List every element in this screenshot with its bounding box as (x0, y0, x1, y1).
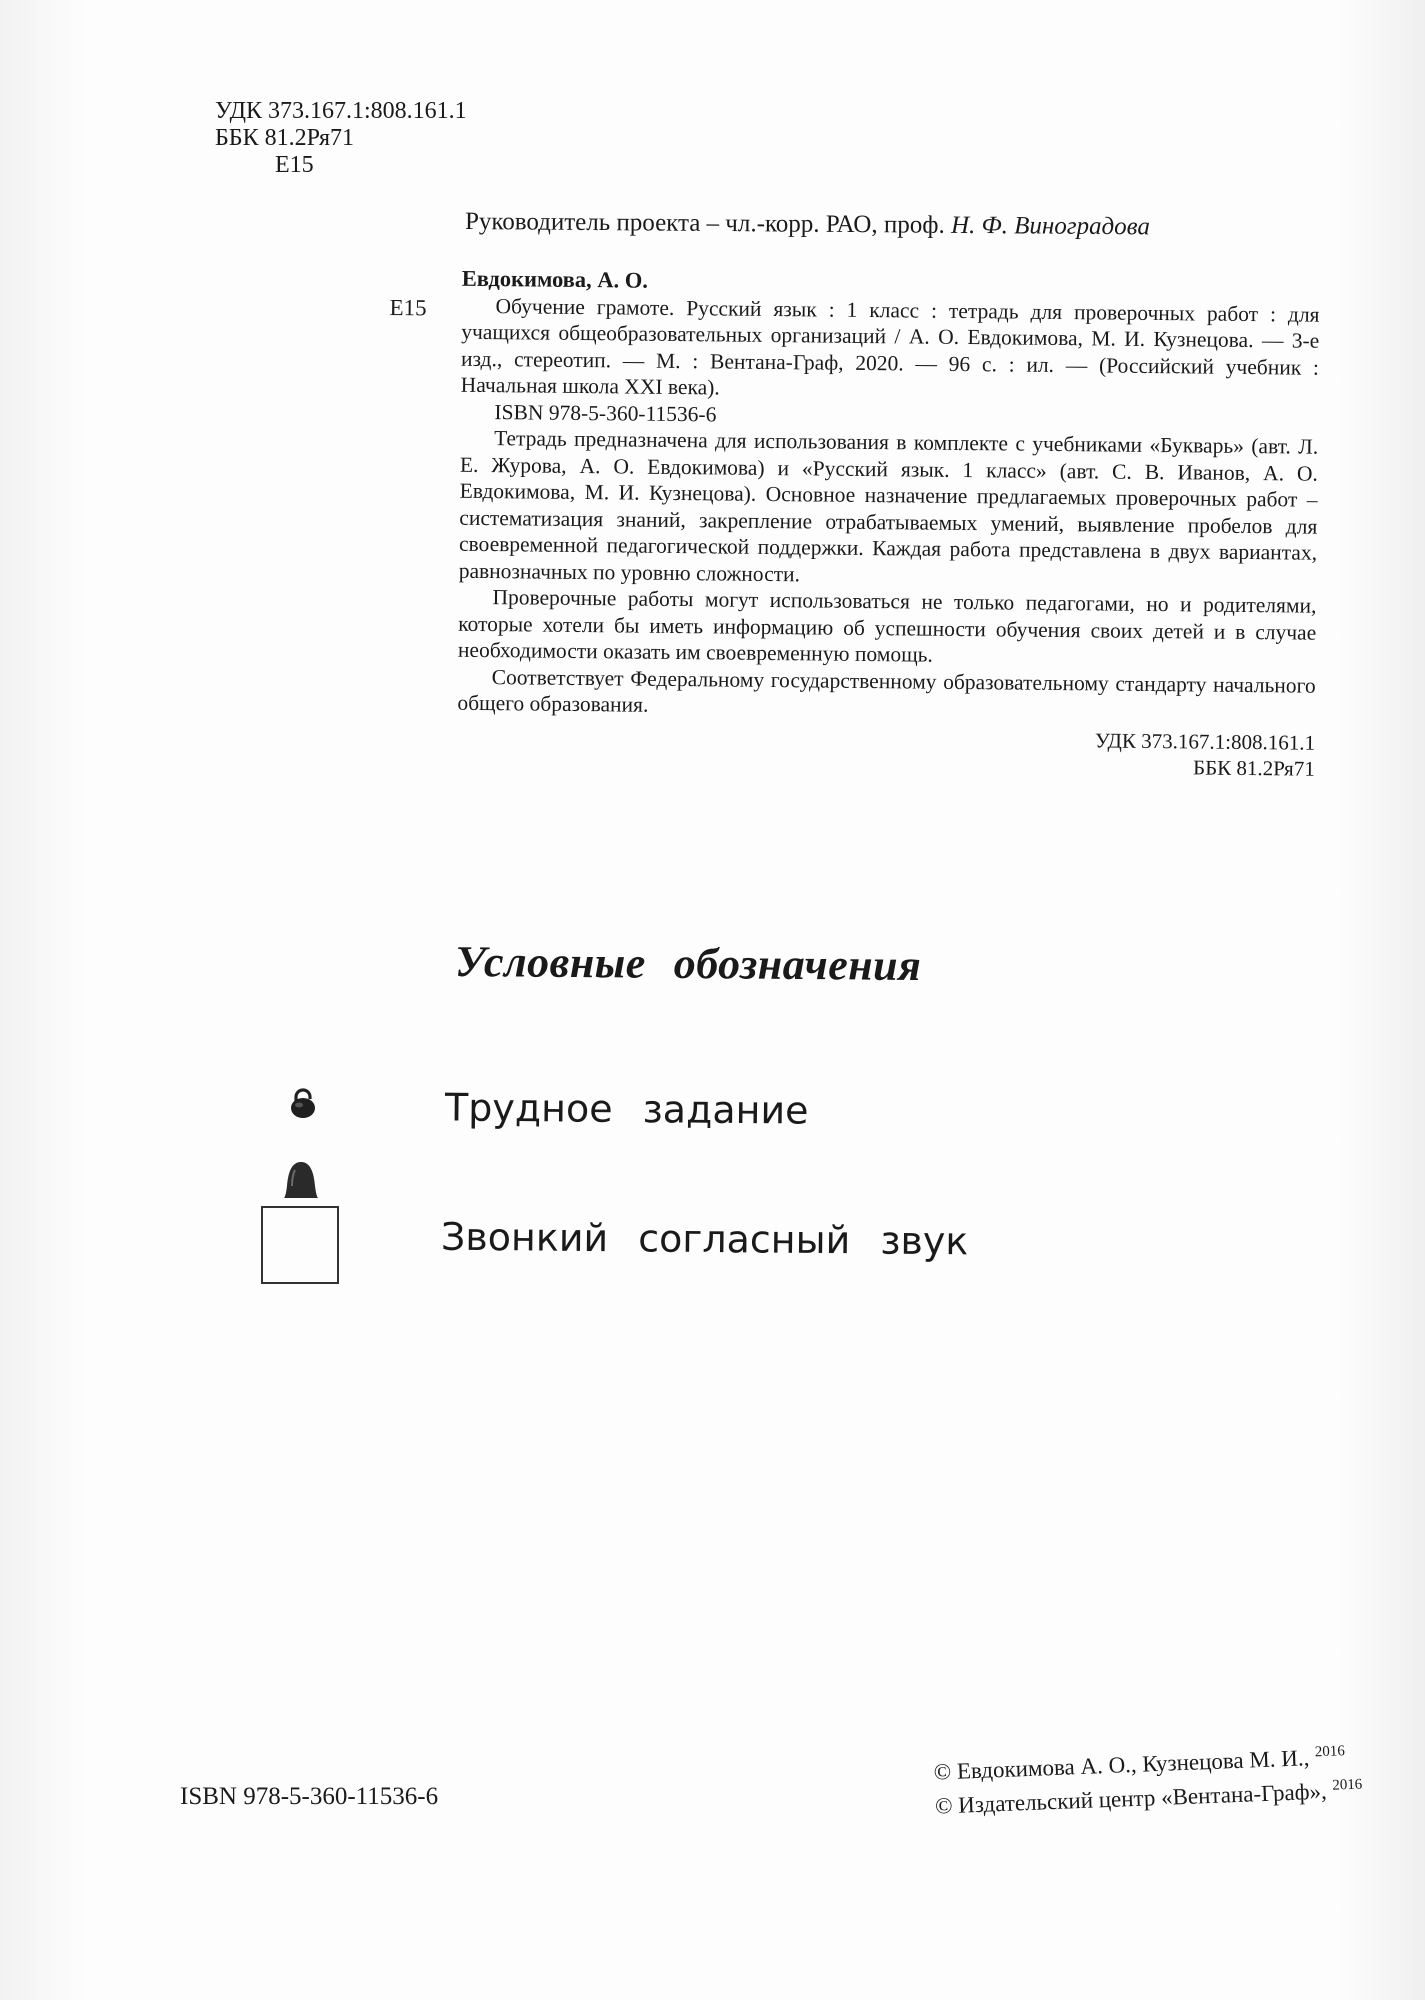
isbn-footer: ISBN 978-5-360-11536-6 (180, 1783, 439, 1810)
legend-title-word-1: Условные (454, 936, 647, 988)
project-head-line (465, 208, 1150, 241)
legend-hard-task-word-1: Трудное (444, 1085, 613, 1131)
biblio-annotation-2: Проверочные работы могут использоваться не только педагогами, но и родителями, которые хотели бы иметь информацию об успешности обучения своих детей и в случае необходимости оказать им своевременную помощь. (457, 585, 1317, 667)
biblio-author-index: Е15 (389, 294, 427, 321)
legend-voiced-word-3: звук (880, 1218, 969, 1264)
copyright-authors-year: 2016 (1314, 1743, 1346, 1761)
classification-codes-top (215, 98, 467, 179)
legend-title (455, 936, 922, 991)
author-index: Е15 (275, 152, 314, 178)
copyright-publisher-text: © Издательский центр «Вентана-Граф», (934, 1778, 1328, 1819)
project-head-label: Руководитель проекта – чл.-корр. РАО, проф. (464, 208, 945, 239)
biblio-author: Евдокимова, А. О. (461, 265, 649, 293)
bibliographic-record (385, 265, 1320, 782)
copyright-publisher-year: 2016 (1331, 1776, 1363, 1794)
sound-scheme-box (261, 1206, 339, 1284)
biblio-isbn: ISBN 978-5-360-11536-6 (494, 399, 717, 426)
udk-code-right: УДК 373.167.1:808.161.1 (1094, 727, 1316, 755)
legend-title-word-2: обозначения (673, 938, 922, 991)
udk-code: УДК 373.167.1:808.161.1 (215, 98, 467, 124)
show-through-shadow (230, 430, 245, 499)
legend-voiced-word-2: согласный (638, 1216, 851, 1263)
legend-voiced-consonant (441, 1215, 969, 1264)
classification-codes-right (457, 720, 1316, 782)
biblio-description: Обучение грамоте. Русский язык : 1 класс : тетрадь для проверочных работ : для учащихся общеобразовательных организаций / А. О. Евдокимова, М. И. Кузнецова. — 3-е изд., стереотип. — М. : Вентана-Граф, 2020. — 96 с. : ил. — (Российский учебник : Начальная школа XXI века). (460, 293, 1320, 400)
legend-hard-task-word-2: задание (642, 1087, 809, 1133)
lock-icon (287, 1087, 319, 1119)
biblio-annotation-1: Тетрадь предназначена для использования в комплекте с учебниками «Букварь» (авт. Л. Е. Журова, А. О. Евдокимова) и «Русский язык. 1 класс» (авт. С. В. Иванов, А. О. Евдокимова, М. И. Кузнецова). Основное назначение предлагаемых проверочных работ – систематизация знаний, закрепление отрабатываемых умений, выявление пробелов для своевременной педагогической поддержки. Каждая работа представлена в двух вариантах, равнозначных по уровню сложности. (458, 426, 1319, 586)
project-head-name: Н. Ф. Виноградова (950, 211, 1151, 241)
bell-icon (283, 1160, 319, 1200)
legend-hard-task (445, 1085, 809, 1132)
legend-voiced-word-1: Звонкий (440, 1214, 609, 1261)
copyright-block (933, 1737, 1363, 1821)
biblio-annotation-3: Соответствует Федеральному государственному образовательному стандарту начального общего образования. (457, 664, 1316, 717)
bbk-code: ББК 81.2Ря71 (215, 125, 355, 151)
bbk-code-right: ББК 81.2Ря71 (1192, 755, 1315, 781)
copyright-authors-text: © Евдокимова А. О., Кузнецова М. И., (933, 1745, 1310, 1785)
